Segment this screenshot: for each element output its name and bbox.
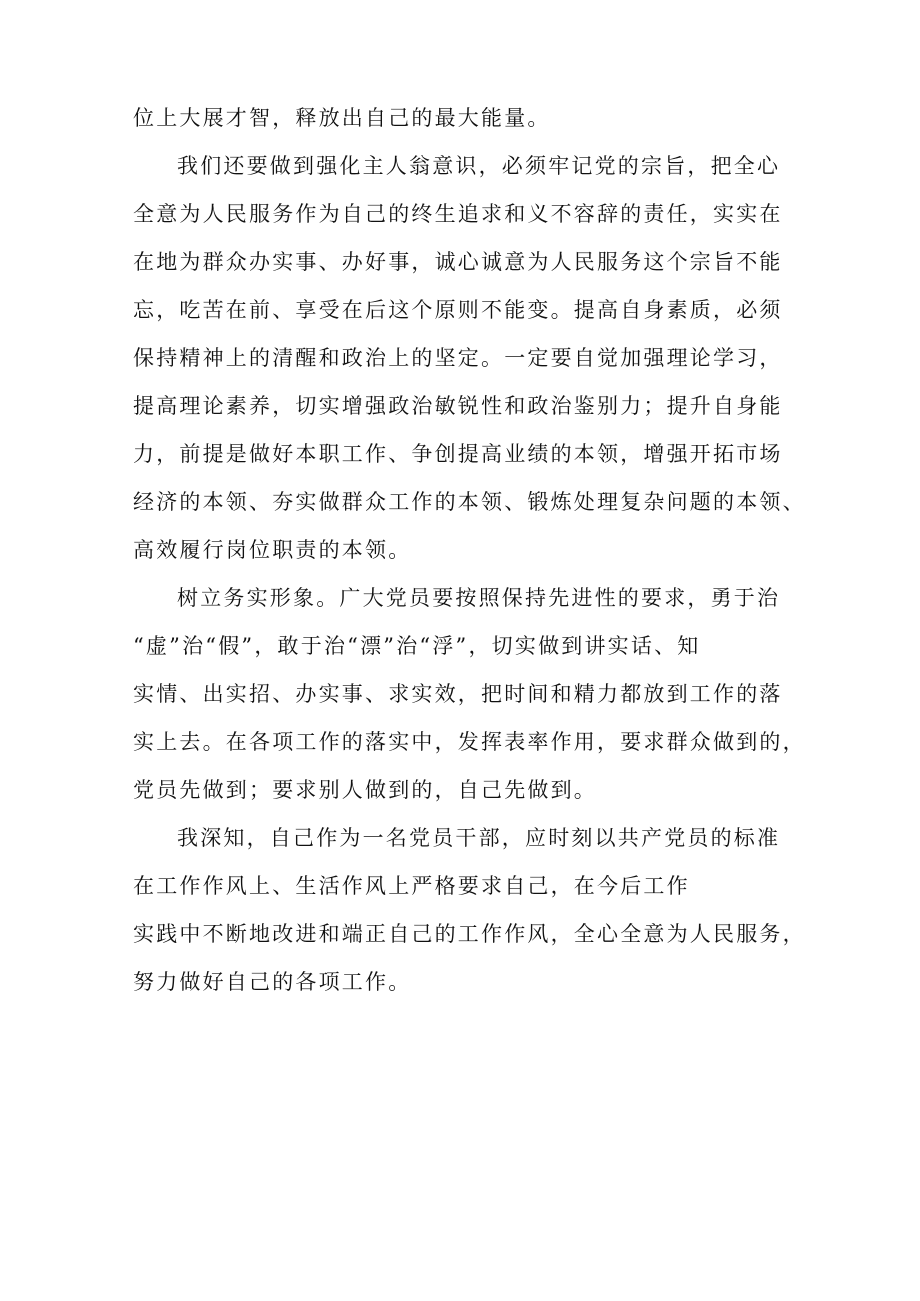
text-line: 位上大展才智，释放出自己的最大能量。	[133, 106, 551, 130]
paragraph-start-line: 我深知，自己作为一名党员干部，应时刻以共产党员的标准	[177, 826, 781, 850]
text-line: “虚”治“假”，敢于治“漂”治“浮”，切实做到讲实话、知	[133, 634, 701, 658]
text-line: 全意为人民服务作为自己的终生追求和义不容辞的责任，实实在	[133, 202, 783, 226]
text-line: 实情、出实招、办实事、求实效，把时间和精力都放到工作的落	[133, 682, 783, 706]
text-line: 保持精神上的清醒和政治上的坚定。一定要自觉加强理论学习，	[133, 346, 783, 370]
text-line: 党员先做到；要求别人做到的，自己先做到。	[133, 778, 597, 802]
text-line: 在工作作风上、生活作风上严格要求自己，在今后工作	[133, 874, 690, 898]
paragraph-start-line: 树立务实形象。广大党员要按照保持先进性的要求，勇于治	[177, 586, 781, 610]
text-line: 力，前提是做好本职工作、争创提高业绩的本领，增强开拓市场	[133, 442, 783, 466]
paragraph-start-line: 我们还要做到强化主人翁意识，必须牢记党的宗旨，把全心	[177, 154, 781, 178]
text-line: 在地为群众办实事、办好事，诚心诚意为人民服务这个宗旨不能	[133, 250, 783, 274]
text-line: 提高理论素养，切实增强政治敏锐性和政治鉴别力；提升自身能	[133, 394, 783, 418]
text-line: 实践中不断地改进和端正自己的工作作风，全心全意为人民服务，	[133, 922, 806, 946]
document-body	[133, 94, 806, 1006]
text-line: 努力做好自己的各项工作。	[133, 970, 412, 994]
text-line: 高效履行岗位职责的本领。	[133, 538, 412, 562]
text-line: 实上去。在各项工作的落实中，发挥表率作用，要求群众做到的，	[133, 730, 806, 754]
text-line: 忘，吃苦在前、享受在后这个原则不能变。提高自身素质，必须	[133, 298, 783, 322]
text-line: 经济的本领、夯实做群众工作的本领、锻炼处理复杂问题的本领、	[133, 490, 806, 514]
